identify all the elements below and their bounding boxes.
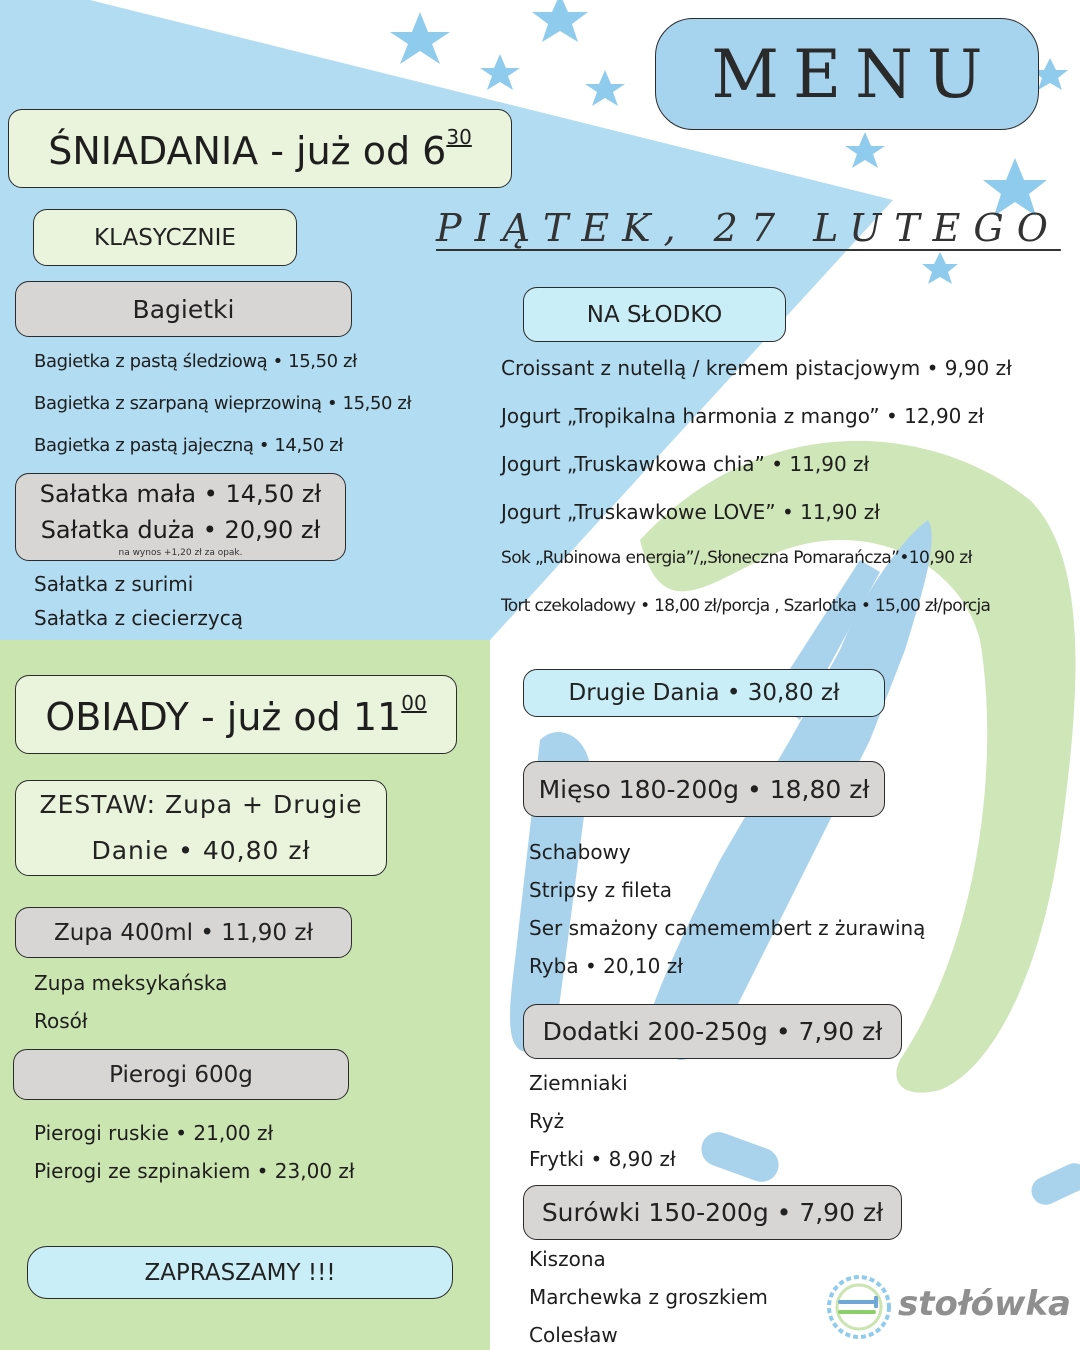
soup-item: Zupa meksykańska bbox=[34, 971, 228, 995]
sweet-label-box bbox=[523, 287, 786, 342]
menu-title-box bbox=[655, 18, 1039, 130]
soup-label-box bbox=[15, 907, 352, 958]
salad-item: Sałatka z ciecierzycą bbox=[34, 606, 243, 630]
baguette-item: Bagietka z pastą jajeczną • 14,50 zł bbox=[34, 435, 343, 456]
slaw-item: Colesław bbox=[529, 1323, 618, 1347]
slaw-label: Surówki 150-200g • 7,90 zł bbox=[541, 1198, 884, 1227]
sweet-item: Jogurt „Truskawkowe LOVE” • 11,90 zł bbox=[501, 500, 880, 524]
set-menu-line1: ZESTAW: Zupa + Drugie bbox=[39, 790, 363, 819]
baguettes-label-box bbox=[15, 281, 352, 337]
meat-item: Ryba • 20,10 zł bbox=[529, 954, 683, 978]
page-title: MENU bbox=[711, 35, 997, 113]
logo bbox=[826, 1274, 1076, 1340]
logo-text: stołówka bbox=[898, 1284, 1071, 1324]
sweet-item: Tort czekoladowy • 18,00 zł/porcja , Szarlotka • 15,00 zł/porcja bbox=[501, 596, 991, 616]
side-item: Ziemniaki bbox=[529, 1071, 628, 1095]
pierogi-item: Pierogi ze szpinakiem • 23,00 zł bbox=[34, 1159, 355, 1183]
meat-item: Ser smażony camemembert z żurawiną bbox=[529, 916, 926, 940]
mains-label: Drugie Dania • 30,80 zł bbox=[568, 680, 840, 706]
lunch-time-sup: 00 bbox=[401, 690, 427, 715]
meat-item: Stripsy z fileta bbox=[529, 878, 673, 902]
set-menu-line2: Danie • 40,80 zł bbox=[91, 836, 311, 865]
side-item: Ryż bbox=[529, 1109, 565, 1133]
soup-item: Rosół bbox=[34, 1009, 88, 1033]
mains-label-box bbox=[523, 669, 885, 717]
salad-large-price: Sałatka duża • 20,90 zł bbox=[40, 515, 321, 544]
sweet-item: Jogurt „Truskawkowa chia” • 11,90 zł bbox=[501, 452, 870, 476]
sweet-label: NA SŁODKO bbox=[586, 301, 723, 328]
meat-label-box bbox=[523, 761, 885, 817]
breakfast-heading-box bbox=[8, 109, 512, 188]
salad-takeaway-note: na wynos +1,20 zł za opak. bbox=[118, 547, 243, 558]
meat-label: Mięso 180-200g • 18,80 zł bbox=[538, 774, 870, 804]
dash-decoration bbox=[1027, 1159, 1080, 1210]
dash-decoration bbox=[697, 1127, 784, 1186]
classic-label-box bbox=[33, 209, 297, 266]
salad-item: Sałatka z surimi bbox=[34, 572, 194, 596]
soup-label: Zupa 400ml • 11,90 zł bbox=[54, 919, 313, 946]
baguettes-label: Bagietki bbox=[132, 294, 235, 324]
side-item: Frytki • 8,90 zł bbox=[529, 1147, 676, 1171]
pierogi-label-box bbox=[13, 1049, 349, 1100]
set-menu-box bbox=[15, 780, 387, 876]
sides-label-box bbox=[523, 1004, 902, 1059]
lunch-heading: OBIADY - już od $11^{00}$ bbox=[45, 690, 427, 739]
salad-small-price: Sałatka mała • 14,50 zł bbox=[39, 479, 322, 508]
breakfast-heading: ŚNIADANIA - już od $6^{30}$ bbox=[48, 124, 472, 173]
salad-size-box bbox=[15, 473, 346, 561]
invite-text: ZAPRASZAMY !!! bbox=[144, 1259, 336, 1286]
breakfast-time-sup: 30 bbox=[446, 124, 472, 149]
lunch-heading-box bbox=[15, 675, 457, 754]
sweet-item: Croissant z nutellą / kremem pistacjowym • 9,90 zł bbox=[501, 356, 1012, 380]
baguette-item: Bagietka z pastą śledziową • 15,50 zł bbox=[34, 351, 357, 372]
sweet-item: Sok „Rubinowa energia”/„Słoneczna Pomarańcza”•10,90 zł bbox=[501, 548, 972, 568]
baguette-item: Bagietka z szarpaną wieprzowiną • 15,50 zł bbox=[34, 393, 412, 414]
meat-item: Schabowy bbox=[529, 840, 631, 864]
sides-label: Dodatki 200-250g • 7,90 zł bbox=[542, 1017, 883, 1046]
classic-label: KLASYCZNIE bbox=[94, 224, 236, 251]
invite-box bbox=[27, 1246, 453, 1299]
slaw-label-box bbox=[523, 1185, 902, 1240]
menu-date: PIĄTEK, 27 LUTEGO bbox=[436, 206, 1061, 250]
slaw-item: Marchewka z groszkiem bbox=[529, 1285, 768, 1309]
cutlery-plate-icon bbox=[826, 1274, 892, 1340]
pierogi-item: Pierogi ruskie • 21,00 zł bbox=[34, 1121, 274, 1145]
sweet-item: Jogurt „Tropikalna harmonia z mango” • 12,90 zł bbox=[501, 404, 984, 428]
slaw-item: Kiszona bbox=[529, 1247, 606, 1271]
pierogi-label: Pierogi 600g bbox=[109, 1061, 253, 1088]
